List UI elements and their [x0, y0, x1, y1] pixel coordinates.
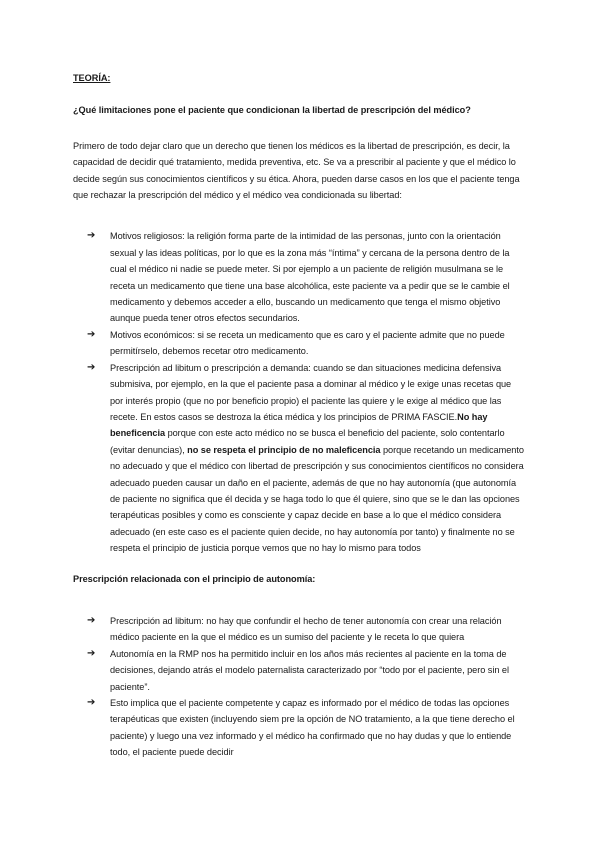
text-run: porque recetando un medicamento no adecuado y que el médico con libertad de prescripción y sus conocimientos científicos no considera adecuado pueden causar un daño en el paciente, además de que no hay autonomía (que autonomía de paciente no significa que él decida y se haga todo lo que él quiere, sino que se le dan las opciones terapéuticas posibles y como es consciente y capaz decide en base a lo que el médico considera adecuado (en este caso es el paciente quien decide, no hay autonomía por tanto) y finalmente no se respeta el principio de justicia porque vemos que no hay lo mismo para todos: [110, 444, 524, 554]
arrow-bullet-icon: ➔: [87, 697, 96, 708]
bold-text-run: No hay beneficencia: [110, 411, 488, 439]
arrow-bullet-icon: ➔: [87, 647, 96, 659]
list-item: [73, 613, 525, 646]
bold-text-run: no se respeta el principio de no maleficencia: [187, 444, 381, 455]
list-item-text: Autonomía en la RMP nos ha permitido incluir en los años más recientes al paciente en la toma de decisiones, dejando atrás el modelo paternalista caracterizado por “todo por el paciente, pero sin el paciente”.: [110, 648, 509, 692]
arrow-bullet-icon: ➔: [87, 328, 96, 340]
arrow-bullet-icon: ➔: [87, 230, 96, 242]
autonomy-list: [73, 613, 525, 761]
list-item: [73, 695, 525, 761]
text-run: Prescripción ad libitum o prescripción a demanda: cuando se dan situaciones medicina defensiva submisiva, por ejemplo, en la que el paciente pasa a dominar al médico y le exige unas recetas que por interés propio (que no por beneficio propio) el paciente las quiere y le exige al médico que las recete. En estos casos se destroza la ética médica y los principios de PRIMA FASCIE.: [110, 362, 512, 422]
autonomy-subtitle: Prescripción relacionada con el principio de autonomía:: [73, 573, 316, 584]
intro-paragraph: Primero de todo dejar claro que un derecho que tienen los médicos es la libertad de prescripción, es decir, la capacidad de decidir qué tratamiento, medida preventiva, etc. Se va a prescribir al paciente y que el médico lo decide según sus conocimientos científicos y su ética. Ahora, pueden darse casos en los que el paciente tenga que rechazar la prescripción del médico y el médico vea condicionada su libertad:: [73, 140, 520, 201]
list-item: [73, 327, 525, 360]
list-item-text: [110, 360, 525, 557]
list-item-text: Prescripción ad libitum: no hay que confundir el hecho de tener autonomía con crear una relación médico paciente en la que el médico es un sumiso del paciente y le receta lo que quiera: [110, 615, 502, 643]
list-item-text: Esto implica que el paciente competente y capaz es informado por el médico de todas las opciones terapéuticas que existen (incluyendo siem pre la opción de NO tratamiento, a la que tiene derecho el paciente) y luego una vez informado y el médico ha confirmado que no hay dudas y que lo entiende todo, el paciente puede decidir: [110, 698, 515, 758]
list-item: [73, 646, 525, 695]
list-item-text: Motivos religiosos: la religión forma parte de la intimidad de las personas, junto con la orientación sexual y las ideas políticas, por lo que es la zona más “íntima” y cercana de la persona dentro de la cual el médico ni nadie se puede meter. Si por ejemplo a un paciente de religión musulmana se le receta un medicamento que tiene una base alcohólica, este paciente va a pedir que se le cambie el medicamento y debemos acceder a ello, buscando un medicamento que tenga el mismo objetivo aunque pueda tener otros efectos secundarios.: [110, 231, 510, 324]
limitations-list: [73, 228, 525, 556]
list-item: [73, 228, 525, 326]
arrow-bullet-icon: ➔: [87, 361, 96, 373]
document-page: [73, 70, 525, 775]
section-title: TEORÍA:: [73, 73, 111, 83]
text-run: porque con este acto médico no se busca el beneficio del paciente, solo contentarlo (evitar denuncias),: [110, 428, 505, 455]
question-heading: ¿Qué limitaciones pone el paciente que condicionan la libertad de prescripción del médico?: [73, 105, 471, 116]
list-item: [73, 360, 525, 557]
list-item-text: Motivos económicos: si se receta un medicamento que es caro y el paciente admite que no puede permitírselo, debemos recetar otro medicamento.: [110, 329, 505, 357]
arrow-bullet-icon: ➔: [87, 614, 96, 626]
